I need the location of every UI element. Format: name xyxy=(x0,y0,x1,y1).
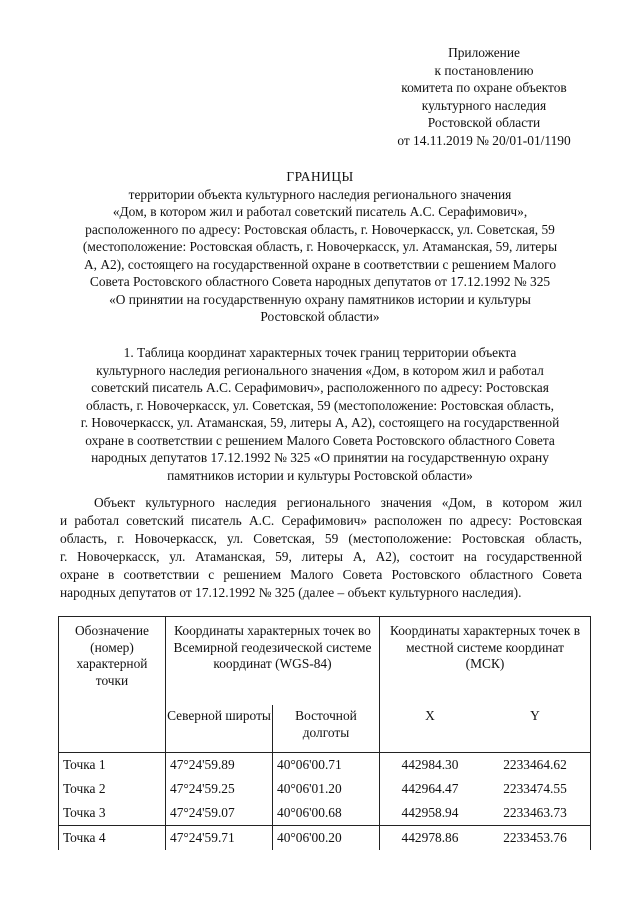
header-msk: Координаты характерных точек в местной системе координат (МСК) xyxy=(380,617,591,706)
paragraph-line: народных депутатов от 17.12.1992 № 325 (далее – объект культурного наследия). xyxy=(60,584,522,600)
header-longitude: Восточной долготы xyxy=(273,705,380,753)
cell-point: Точка 3 xyxy=(59,801,166,826)
paragraph-line: Объект культурного наследия регионального значения «Дом, в котором жил xyxy=(94,495,582,510)
cell-point: Точка 1 xyxy=(59,753,166,778)
paragraph-line: охране в соответствии с решением Малого Совета Ростовского областного Совета xyxy=(60,566,582,582)
title-line: «О принятии на государственную охрану памятников истории и культуры xyxy=(109,291,531,307)
title-line: территории объекта культурного наследия регионального значения xyxy=(128,186,512,202)
section-line: советский писатель А.С. Серафимович», расположенного по адресу: Ростовская xyxy=(91,380,549,395)
appendix-line: культурного наследия xyxy=(421,97,547,113)
cell-x: 442964.47 xyxy=(401,780,459,796)
paragraph-line: область, г. Новочеркасск, ул. Советская, 59 (местоположение: Ростовская область, xyxy=(60,530,582,546)
title-line: (местоположение: Ростовская область, г. Новочеркасск, ул. Атаманская, 59, литеры xyxy=(82,239,558,254)
section-line: область, г. Новочеркасск, ул. Советская, 59 (местоположение: Ростовская область, xyxy=(86,397,554,413)
title-line: Совета Ростовского областного Совета народных депутатов от 17.12.1992 № 325 xyxy=(89,274,551,289)
cell-x: 442984.30 xyxy=(401,756,459,772)
appendix-line: к постановлению xyxy=(434,62,534,78)
appendix-line: комитета по охране объектов xyxy=(401,80,567,96)
appendix-line: от 14.11.2019 № 20/01-01/1190 xyxy=(397,132,571,148)
cell-y: 2233464.62 xyxy=(480,753,591,778)
coordinates-table xyxy=(58,616,591,850)
title-line: Ростовской области» xyxy=(260,309,380,324)
cell-x: 442978.86 xyxy=(401,829,459,845)
cell-y: 2233453.76 xyxy=(480,826,591,851)
paragraph-line: г. Новочеркасск, ул. Атаманская, 59, литеры А, А2), состоит на государственной xyxy=(60,548,582,564)
table-row xyxy=(59,826,591,851)
cell-latitude: 47°24'59.71 xyxy=(166,826,273,851)
header-designation: Обозначение (номер) характерной точки xyxy=(59,617,166,753)
section-line: 1. Таблица координат характерных точек границ территории объекта xyxy=(123,345,517,360)
document-title xyxy=(0,168,640,326)
section-heading xyxy=(0,344,640,484)
cell-y: 2233474.55 xyxy=(480,777,591,801)
cell-longitude: 40°06'00.20 xyxy=(273,826,380,851)
title-line: «Дом, в котором жил и работал советский писатель А.С. Серафимович», xyxy=(112,204,528,219)
cell-longitude: 40°06'00.68 xyxy=(273,801,380,826)
section-line: народных депутатов 17.12.1992 № 325 «О принятии на государственную охрану xyxy=(91,450,549,465)
appendix-header xyxy=(384,44,584,150)
section-line: г. Новочеркасск, ул. Атаманская, 59, литеры А, А2), состоящего на государственной xyxy=(80,415,560,430)
header-y: Y xyxy=(480,705,591,753)
paragraph-line: и работал советский писатель А.С. Серафимович» расположен по адресу: Ростовская xyxy=(60,512,582,528)
cell-longitude: 40°06'01.20 xyxy=(273,777,380,801)
title-line: А, А2), состоящего на государственной охране в соответствии с решением Малого xyxy=(83,256,557,272)
table-row xyxy=(59,801,591,826)
table-row xyxy=(59,777,591,801)
appendix-line: Ростовской области xyxy=(427,115,541,131)
header-x: X xyxy=(425,708,435,723)
cell-longitude: 40°06'00.71 xyxy=(273,753,380,778)
cell-point: Точка 2 xyxy=(59,777,166,801)
cell-latitude: 47°24'59.89 xyxy=(166,753,273,778)
cell-latitude: 47°24'59.25 xyxy=(166,777,273,801)
cell-y: 2233463.73 xyxy=(480,801,591,826)
title-line: расположенного по адресу: Ростовская область, г. Новочеркасск, ул. Советская, 59 xyxy=(85,221,555,237)
section-line: памятников истории и культуры Ростовской области» xyxy=(167,467,473,483)
section-line: культурного наследия регионального значения «Дом, в котором жил и работал xyxy=(96,362,544,378)
body-paragraph xyxy=(60,494,582,601)
title-heading: ГРАНИЦЫ xyxy=(286,169,354,184)
cell-x: 442958.94 xyxy=(401,804,459,820)
appendix-line: Приложение xyxy=(448,45,520,60)
table-header-row xyxy=(59,617,591,706)
cell-latitude: 47°24'59.07 xyxy=(166,801,273,826)
section-line: охране в соответствии с решением Малого Совета Ростовского областного Совета xyxy=(85,432,555,448)
header-latitude: Северной широты xyxy=(166,705,273,753)
cell-point: Точка 4 xyxy=(59,826,166,851)
header-wgs: Координаты характерных точек во Всемирной геодезической системе координат (WGS-84) xyxy=(166,617,380,706)
table-row xyxy=(59,753,591,778)
